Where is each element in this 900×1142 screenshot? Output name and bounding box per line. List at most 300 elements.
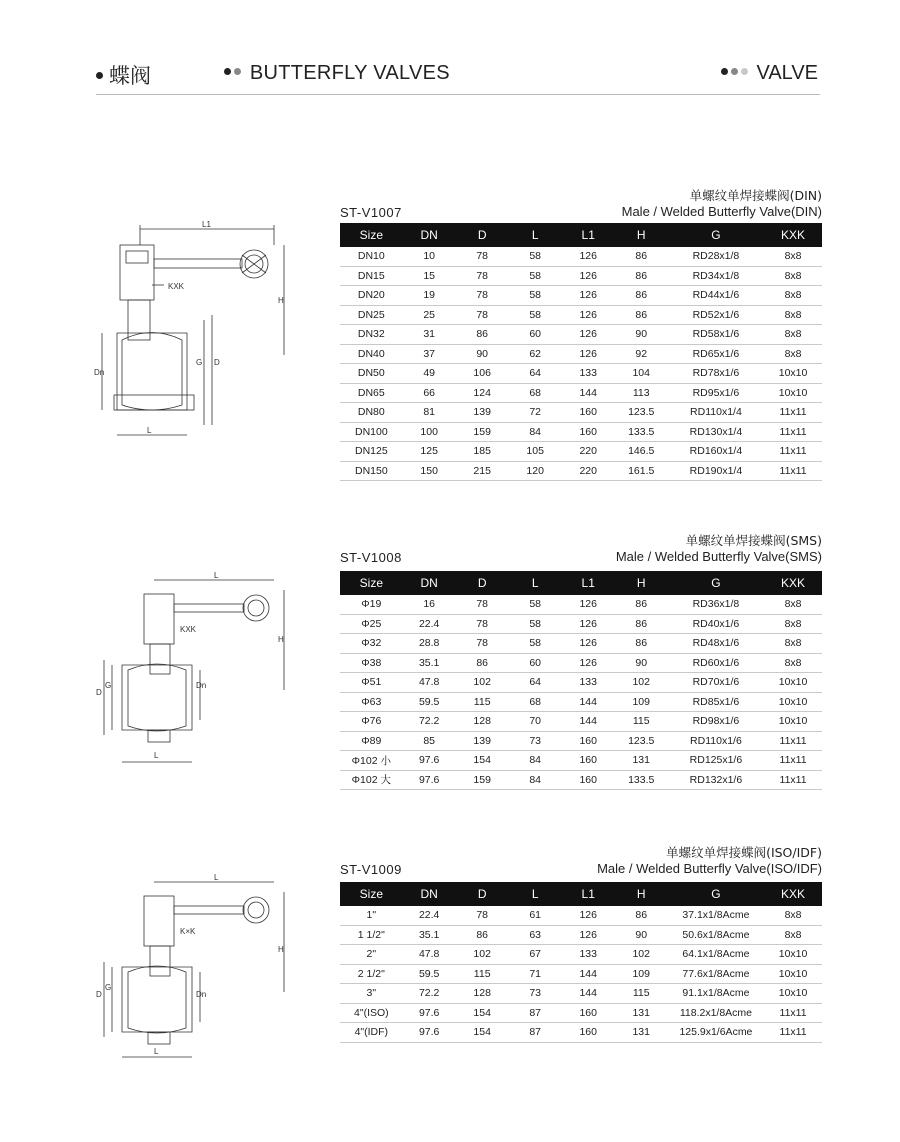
table-cell: 160 — [562, 1003, 615, 1023]
table-row — [340, 266, 822, 286]
table-cell: 8x8 — [764, 614, 822, 634]
section-st-v1008 — [340, 530, 822, 800]
table-cell: 63 — [509, 925, 562, 945]
table-cell: 84 — [509, 751, 562, 771]
table-cell: 66 — [403, 383, 456, 403]
table-cell: 78 — [456, 286, 509, 306]
table-cell: 154 — [456, 1023, 509, 1043]
table-cell: 35.1 — [403, 925, 456, 945]
table-cell: 131 — [615, 1023, 668, 1043]
table-row — [340, 984, 822, 1004]
table-cell: RD44x1/6 — [668, 286, 764, 306]
table-cell: 37.1x1/8Acme — [668, 906, 764, 925]
table-cell: RD130x1/4 — [668, 422, 764, 442]
table-row — [340, 325, 822, 345]
table-cell: 133 — [562, 945, 615, 965]
table-cell: RD125x1/6 — [668, 751, 764, 771]
table-cell: 1 1/2" — [340, 925, 403, 945]
table-cell: 90 — [615, 925, 668, 945]
table-cell: 31 — [403, 325, 456, 345]
table-cell: 35.1 — [403, 653, 456, 673]
table-cell: 97.6 — [403, 770, 456, 790]
table-cell: RD160x1/4 — [668, 442, 764, 462]
column-header: G — [668, 571, 764, 595]
table-cell: 144 — [562, 712, 615, 732]
column-header: Size — [340, 882, 403, 906]
table-cell: 139 — [456, 731, 509, 751]
table-cell: RD98x1/6 — [668, 712, 764, 732]
table-cell: 72.2 — [403, 984, 456, 1004]
table-cell: 123.5 — [615, 403, 668, 423]
table-row — [340, 673, 822, 693]
table-cell: 59.5 — [403, 692, 456, 712]
table-cell: 16 — [403, 595, 456, 614]
table-cell: 128 — [456, 712, 509, 732]
table-cell: Φ63 — [340, 692, 403, 712]
table-cell: 113 — [615, 383, 668, 403]
table-cell: 124 — [456, 383, 509, 403]
table-cell: 10x10 — [764, 692, 822, 712]
table-cell: 86 — [456, 925, 509, 945]
table-cell: DN20 — [340, 286, 403, 306]
dim-label-g: G — [196, 358, 203, 367]
table-header — [340, 571, 822, 595]
table-cell: 11x11 — [764, 770, 822, 790]
table-cell: 160 — [562, 422, 615, 442]
table-cell: 115 — [615, 712, 668, 732]
section-st-v1007 — [340, 185, 822, 485]
column-header: D — [456, 223, 509, 247]
table-cell: 87 — [509, 1003, 562, 1023]
table-cell: 8x8 — [764, 286, 822, 306]
column-header: L — [509, 223, 562, 247]
table-cell: DN10 — [340, 247, 403, 266]
table-cell: 97.6 — [403, 1023, 456, 1043]
table-cell: 58 — [509, 305, 562, 325]
table-cell: 58 — [509, 614, 562, 634]
table-row — [340, 595, 822, 614]
table-cell: 67 — [509, 945, 562, 965]
table-cell: 86 — [615, 266, 668, 286]
table-cell: DN32 — [340, 325, 403, 345]
table-cell: RD60x1/6 — [668, 653, 764, 673]
table-cell: Φ102 小 — [340, 751, 403, 771]
table-cell: 64 — [509, 364, 562, 384]
table-body — [340, 247, 822, 481]
table-cell: 60 — [509, 653, 562, 673]
table-cell: RD48x1/6 — [668, 634, 764, 654]
table-header — [340, 882, 822, 906]
table-cell: 85 — [403, 731, 456, 751]
table-cell: 78 — [456, 906, 509, 925]
table-cell: 90 — [615, 653, 668, 673]
table-cell: 126 — [562, 305, 615, 325]
table-cell: 109 — [615, 692, 668, 712]
table-cell: 10 — [403, 247, 456, 266]
dots-icon — [224, 62, 244, 84]
table-cell: 47.8 — [403, 945, 456, 965]
table-cell: DN25 — [340, 305, 403, 325]
table-cell: 106 — [456, 364, 509, 384]
table-cell: 102 — [615, 673, 668, 693]
table-cell: RD132x1/6 — [668, 770, 764, 790]
column-header: KXK — [764, 571, 822, 595]
table-cell: Φ19 — [340, 595, 403, 614]
table-cell: 50.6x1/8Acme — [668, 925, 764, 945]
table-cell: 11x11 — [764, 1023, 822, 1043]
table-cell: RD58x1/6 — [668, 325, 764, 345]
valve-drawing-iso-idf — [92, 872, 302, 1072]
table-cell: 22.4 — [403, 614, 456, 634]
page-header — [96, 58, 820, 95]
table-row — [340, 731, 822, 751]
table-cell: 102 — [456, 673, 509, 693]
table-cell: 144 — [562, 383, 615, 403]
table-cell: 8x8 — [764, 325, 822, 345]
table-cell: 11x11 — [764, 461, 822, 481]
table-cell: 126 — [562, 286, 615, 306]
dim-label-l: L — [147, 426, 152, 435]
dim-label-l1: L — [214, 873, 219, 882]
table-cell: 8x8 — [764, 247, 822, 266]
table-cell: 220 — [562, 442, 615, 462]
product-title: 单螺纹单焊接蝶阀(SMS) Male / Welded Butterfly Valve(SMS) — [615, 533, 822, 564]
table-cell: 161.5 — [615, 461, 668, 481]
table-cell: 72.2 — [403, 712, 456, 732]
table-cell: RD70x1/6 — [668, 673, 764, 693]
dim-label-h: H — [278, 635, 284, 644]
table-cell: 144 — [562, 984, 615, 1004]
table-cell: 15 — [403, 266, 456, 286]
table-cell: 2" — [340, 945, 403, 965]
table-cell: Φ25 — [340, 614, 403, 634]
table-body — [340, 906, 822, 1042]
table-cell: 150 — [403, 461, 456, 481]
table-cell: 160 — [562, 1023, 615, 1043]
table-cell: 86 — [615, 614, 668, 634]
dim-label-kxk: KXK — [168, 282, 185, 291]
table-cell: 10x10 — [764, 364, 822, 384]
table-cell: 84 — [509, 422, 562, 442]
table-cell: 10x10 — [764, 964, 822, 984]
table-cell: 133.5 — [615, 770, 668, 790]
table-cell: 144 — [562, 964, 615, 984]
table-cell: 58 — [509, 634, 562, 654]
table-cell: 120 — [509, 461, 562, 481]
table-row — [340, 614, 822, 634]
table-cell: 123.5 — [615, 731, 668, 751]
table-cell: RD110x1/4 — [668, 403, 764, 423]
column-header: H — [615, 223, 668, 247]
table-cell: 159 — [456, 422, 509, 442]
dim-label-kxk: KXK — [180, 625, 197, 634]
table-cell: 58 — [509, 595, 562, 614]
table-row — [340, 1003, 822, 1023]
table-row — [340, 364, 822, 384]
table-cell: 86 — [615, 286, 668, 306]
table-cell: RD190x1/4 — [668, 461, 764, 481]
table-cell: Φ102 大 — [340, 770, 403, 790]
product-code: ST-V1007 — [340, 205, 402, 220]
dim-label-d: D — [96, 990, 102, 999]
table-cell: 1" — [340, 906, 403, 925]
spec-table — [340, 223, 822, 481]
dim-label-l1: L — [214, 571, 219, 580]
table-cell: 125 — [403, 442, 456, 462]
table-row — [340, 964, 822, 984]
table-cell: DN50 — [340, 364, 403, 384]
table-cell: 49 — [403, 364, 456, 384]
table-cell: 8x8 — [764, 266, 822, 286]
table-cell: 11x11 — [764, 751, 822, 771]
table-cell: 86 — [615, 595, 668, 614]
product-title: 单螺纹单焊接蝶阀(ISO/IDF) Male / Welded Butterfly Valve(ISO/IDF) — [597, 845, 822, 876]
dim-label-dn: Dn — [196, 990, 207, 999]
column-header: D — [456, 882, 509, 906]
table-header — [340, 223, 822, 247]
table-cell: 126 — [562, 325, 615, 345]
table-row — [340, 906, 822, 925]
column-header: DN — [403, 223, 456, 247]
column-header: G — [668, 223, 764, 247]
table-cell: 118.2x1/8Acme — [668, 1003, 764, 1023]
table-cell: 87 — [509, 1023, 562, 1043]
table-cell: 159 — [456, 770, 509, 790]
table-cell: 68 — [509, 383, 562, 403]
table-cell: 59.5 — [403, 964, 456, 984]
table-cell: 102 — [456, 945, 509, 965]
table-row — [340, 461, 822, 481]
table-cell: 11x11 — [764, 403, 822, 423]
table-cell: Φ32 — [340, 634, 403, 654]
dim-label-d: D — [96, 688, 102, 697]
table-cell: 133 — [562, 673, 615, 693]
table-cell: 78 — [456, 614, 509, 634]
table-cell: 8x8 — [764, 906, 822, 925]
dim-label-dn: Dn — [94, 368, 105, 377]
table-row — [340, 305, 822, 325]
table-cell: 97.6 — [403, 751, 456, 771]
column-header: Size — [340, 571, 403, 595]
dim-label-l: L — [154, 1047, 159, 1056]
column-header: H — [615, 882, 668, 906]
table-cell: 58 — [509, 266, 562, 286]
table-cell: 8x8 — [764, 925, 822, 945]
table-cell: 126 — [562, 266, 615, 286]
table-row — [340, 945, 822, 965]
table-cell: 126 — [562, 614, 615, 634]
dim-label-dn: Dn — [196, 681, 207, 690]
table-cell: 8x8 — [764, 634, 822, 654]
column-header: KXK — [764, 223, 822, 247]
table-cell: 126 — [562, 906, 615, 925]
column-header: DN — [403, 571, 456, 595]
table-cell: 104 — [615, 364, 668, 384]
column-header: L — [509, 882, 562, 906]
table-row — [340, 286, 822, 306]
table-row — [340, 692, 822, 712]
dim-label-h: H — [278, 945, 284, 954]
table-cell: 11x11 — [764, 731, 822, 751]
column-header: Size — [340, 223, 403, 247]
table-cell: 8x8 — [764, 305, 822, 325]
product-code: ST-V1008 — [340, 550, 402, 565]
dim-label-kxk: K×K — [180, 927, 196, 936]
column-header: KXK — [764, 882, 822, 906]
table-cell: 58 — [509, 286, 562, 306]
table-cell: 154 — [456, 1003, 509, 1023]
table-cell: 86 — [456, 325, 509, 345]
table-cell: DN150 — [340, 461, 403, 481]
table-cell: DN100 — [340, 422, 403, 442]
table-cell: RD110x1/6 — [668, 731, 764, 751]
table-cell: 2 1/2" — [340, 964, 403, 984]
section-st-v1009 — [340, 842, 822, 1052]
column-header: L1 — [562, 882, 615, 906]
table-row — [340, 634, 822, 654]
table-body — [340, 595, 822, 790]
table-cell: 115 — [615, 984, 668, 1004]
table-cell: 154 — [456, 751, 509, 771]
table-cell: 64.1x1/8Acme — [668, 945, 764, 965]
table-cell: 61 — [509, 906, 562, 925]
table-cell: 86 — [615, 634, 668, 654]
table-cell: 105 — [509, 442, 562, 462]
table-cell: 139 — [456, 403, 509, 423]
column-header: L — [509, 571, 562, 595]
table-cell: 71 — [509, 964, 562, 984]
table-cell: DN125 — [340, 442, 403, 462]
table-cell: 8x8 — [764, 653, 822, 673]
table-cell: 102 — [615, 945, 668, 965]
table-cell: 78 — [456, 266, 509, 286]
table-cell: 62 — [509, 344, 562, 364]
table-cell: 86 — [615, 247, 668, 266]
table-cell: RD78x1/6 — [668, 364, 764, 384]
table-cell: 115 — [456, 692, 509, 712]
table-cell: 8x8 — [764, 595, 822, 614]
table-cell: 72 — [509, 403, 562, 423]
table-cell: 10x10 — [764, 945, 822, 965]
table-cell: 126 — [562, 247, 615, 266]
table-cell: 10x10 — [764, 712, 822, 732]
table-cell: 60 — [509, 325, 562, 345]
table-cell: 81 — [403, 403, 456, 423]
spec-table — [340, 882, 822, 1043]
spec-table — [340, 571, 822, 790]
table-cell: 109 — [615, 964, 668, 984]
table-cell: 160 — [562, 770, 615, 790]
table-cell: 133.5 — [615, 422, 668, 442]
table-cell: 126 — [562, 344, 615, 364]
table-cell: DN65 — [340, 383, 403, 403]
table-cell: Φ38 — [340, 653, 403, 673]
table-cell: 10x10 — [764, 673, 822, 693]
table-cell: 78 — [456, 305, 509, 325]
product-title: 单螺纹单焊接蝶阀(DIN) Male / Welded Butterfly Valve(DIN) — [621, 188, 822, 219]
table-cell: 215 — [456, 461, 509, 481]
table-cell: 47.8 — [403, 673, 456, 693]
table-cell: 84 — [509, 770, 562, 790]
table-cell: 73 — [509, 984, 562, 1004]
table-cell: DN80 — [340, 403, 403, 423]
dim-label-h: H — [278, 296, 284, 305]
table-cell: 64 — [509, 673, 562, 693]
table-row — [340, 403, 822, 423]
table-cell: 78 — [456, 634, 509, 654]
table-cell: RD40x1/6 — [668, 614, 764, 634]
table-cell: 160 — [562, 731, 615, 751]
table-cell: RD85x1/6 — [668, 692, 764, 712]
table-row — [340, 653, 822, 673]
table-cell: 92 — [615, 344, 668, 364]
table-cell: 126 — [562, 925, 615, 945]
table-cell: 58 — [509, 247, 562, 266]
table-cell: 133 — [562, 364, 615, 384]
table-cell: 86 — [456, 653, 509, 673]
table-cell: 125.9x1/6Acme — [668, 1023, 764, 1043]
table-cell: RD34x1/8 — [668, 266, 764, 286]
table-row — [340, 925, 822, 945]
table-cell: 185 — [456, 442, 509, 462]
table-row — [340, 422, 822, 442]
table-cell: DN40 — [340, 344, 403, 364]
column-header: G — [668, 882, 764, 906]
table-cell: 11x11 — [764, 1003, 822, 1023]
header-category: VALVE — [721, 62, 818, 85]
table-cell: 25 — [403, 305, 456, 325]
table-row — [340, 344, 822, 364]
table-cell: 78 — [456, 595, 509, 614]
table-cell: RD28x1/8 — [668, 247, 764, 266]
table-cell: DN15 — [340, 266, 403, 286]
table-cell: Φ76 — [340, 712, 403, 732]
table-row — [340, 712, 822, 732]
table-cell: 4"(IDF) — [340, 1023, 403, 1043]
table-cell: 160 — [562, 403, 615, 423]
table-cell: 160 — [562, 751, 615, 771]
product-code: ST-V1009 — [340, 862, 402, 877]
table-cell: RD65x1/6 — [668, 344, 764, 364]
table-cell: 73 — [509, 731, 562, 751]
table-cell: 86 — [615, 305, 668, 325]
valve-drawing-din — [92, 215, 302, 445]
table-row — [340, 247, 822, 266]
table-row — [340, 770, 822, 790]
table-cell: 68 — [509, 692, 562, 712]
dots-icon — [721, 62, 751, 84]
table-cell: RD36x1/8 — [668, 595, 764, 614]
table-cell: 91.1x1/8Acme — [668, 984, 764, 1004]
column-header: L1 — [562, 571, 615, 595]
table-cell: 86 — [615, 906, 668, 925]
table-cell: 70 — [509, 712, 562, 732]
table-cell: 10x10 — [764, 984, 822, 1004]
dim-label-l1: L1 — [202, 220, 211, 229]
table-cell: 4"(ISO) — [340, 1003, 403, 1023]
column-header: H — [615, 571, 668, 595]
table-cell: 3" — [340, 984, 403, 1004]
table-cell: 220 — [562, 461, 615, 481]
table-cell: 10x10 — [764, 383, 822, 403]
table-cell: 146.5 — [615, 442, 668, 462]
table-cell: RD95x1/6 — [668, 383, 764, 403]
column-header: DN — [403, 882, 456, 906]
table-cell: RD52x1/6 — [668, 305, 764, 325]
table-cell: Φ51 — [340, 673, 403, 693]
table-cell: 8x8 — [764, 344, 822, 364]
table-row — [340, 751, 822, 771]
